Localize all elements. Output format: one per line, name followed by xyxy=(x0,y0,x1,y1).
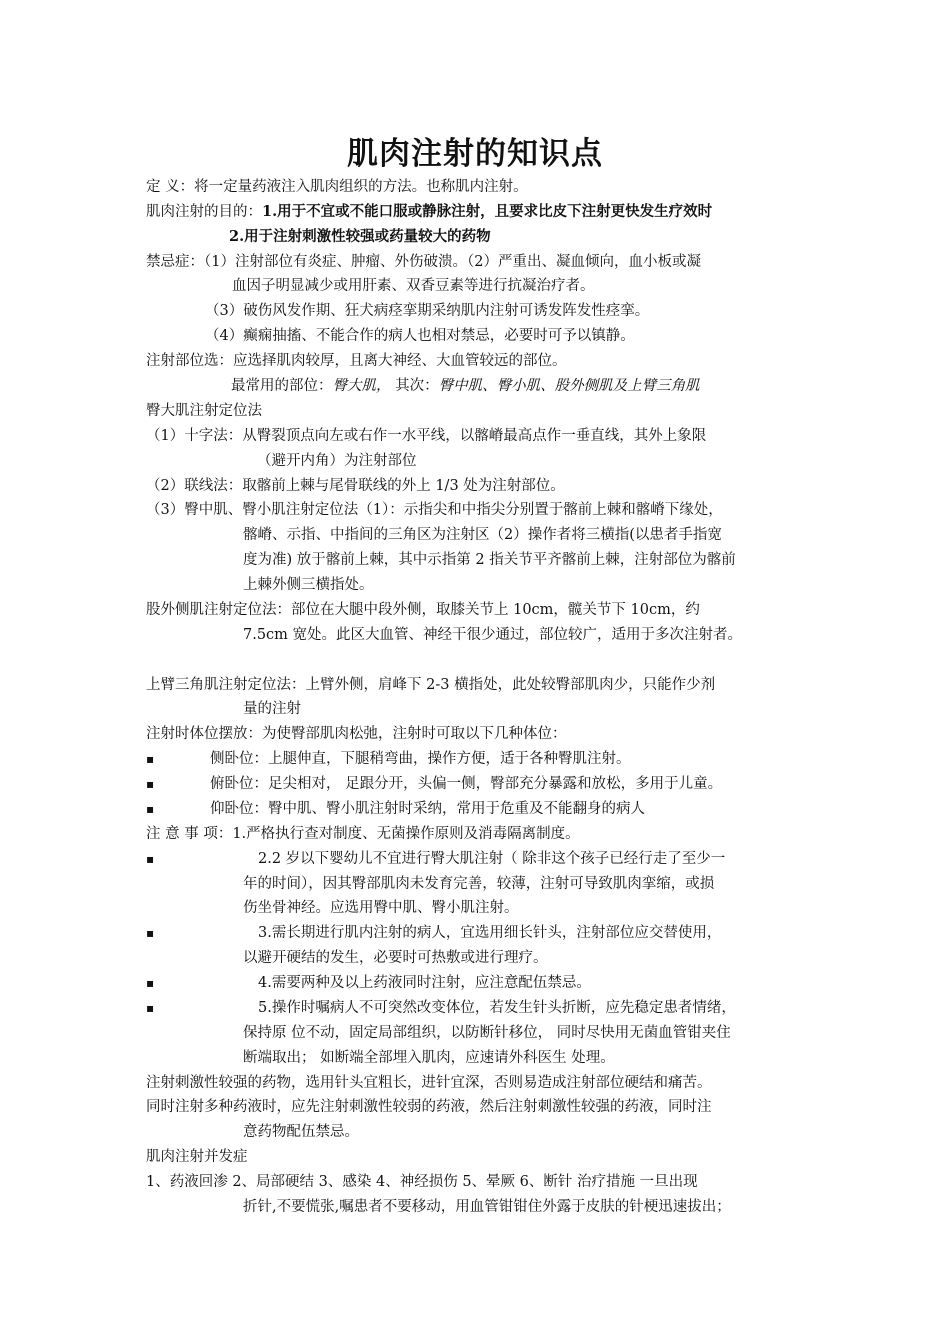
vastus-lateralis-line-2: 7.5cm 宽处。此区大血管、神经干很少通过，部位较广，适用于多次注射者。 xyxy=(243,627,743,643)
purpose-label: 肌肉注射的目的： xyxy=(146,204,262,220)
bullet-icon: ▪ xyxy=(146,926,155,940)
vastus-lateralis-line-1: 股外侧肌注射定位法：部位在大腿中段外侧，取膝关节上 10cm，髋关节下 10cm，约 xyxy=(146,602,700,618)
notes-heading: 注 意 事 项：1.严格执行查对制度、无菌操作原则及消毒隔离制度。 xyxy=(146,826,580,842)
gluteus-medius-line-2: 髂嵴、示指、中指间的三角区为注射区（2）操作者将三横指(以患者手指宽 xyxy=(243,527,722,543)
gluteus-medius-line-1: （3）臀中肌、臀小肌注射定位法（1）：示指尖和中指尖分别置于髂前上棘和髂嵴下缘处， xyxy=(146,502,723,518)
complications-heading: 肌肉注射并发症 xyxy=(146,1149,248,1165)
contraindication-line-1: 禁忌症：（1）注射部位有炎症、肿瘤、外伤破溃。（2）严重出、凝血倾向，血小板或凝 xyxy=(146,254,701,270)
common-site-line: 最常用的部位：臀大肌， 其次：臀中肌、臀小肌、股外侧肌及上臂三角肌 xyxy=(231,378,700,394)
definition-line: 定 义：将一定量药液注入肌肉组织的方法。也称肌内注射。 xyxy=(146,179,528,195)
complications-line-1: 1、药液回渗 2、局部硬结 3、感染 4、神经损伤 5、晕厥 6、断针 治疗措施 一旦出现 xyxy=(146,1174,698,1190)
purpose-line xyxy=(146,203,712,221)
position-heading: 注射时体位摆放：为使臀部肌肉松弛，注射时可取以下几种体位： xyxy=(146,726,567,742)
note-3-line-1: 3.需长期进行肌内注射的病人，宜选用细长针头，注射部位应交替使用， xyxy=(258,925,722,941)
bullet-icon: ▪ xyxy=(146,752,155,766)
note-2-line-1: 2.2 岁以下婴幼儿不宜进行臀大肌注射（ 除非这个孩子已经行走了至少一 xyxy=(258,851,726,867)
bullet-icon: ▪ xyxy=(146,1001,155,1015)
gluteus-maximus-heading: 臀大肌注射定位法 xyxy=(146,403,262,419)
complications-line-2: 折针,不要慌张,嘱患者不要移动，用血管钳钳住外露于皮肤的针梗迅速拔出； xyxy=(243,1199,731,1215)
page-title: 肌肉注射的知识点 xyxy=(347,136,603,172)
note-2-line-3: 伤坐骨神经。应选用臀中肌、臀小肌注射。 xyxy=(243,900,519,916)
cross-method-line-2: （避开内角）为注射部位 xyxy=(257,453,417,469)
cross-method-line-1: （1）十字法：从臀裂顶点向左或右作一水平线，以髂嵴最高点作一垂直线，其外上象限 xyxy=(146,428,707,444)
position-side: 侧卧位：上腿伸直，下腿稍弯曲，操作方便，适于各种臀肌注射。 xyxy=(210,751,631,767)
contraindication-line-3: （3）破伤风发作期、狂犬病痉挛期采纳肌内注射可诱发阵发性痉挛。 xyxy=(205,303,650,319)
note-3-line-2: 以避开硬结的发生，必要时可热敷或进行理疗。 xyxy=(243,950,548,966)
contraindication-line-4: （4）癫痫抽搐、不能合作的病人也相对禁忌，必要时可予以镇静。 xyxy=(205,328,635,344)
position-prone: 俯卧位：足尖相对， 足跟分开，头偏一侧，臀部充分暴露和放松，多用于儿童。 xyxy=(210,776,723,792)
multi-drug-line-2: 意药物配伍禁忌。 xyxy=(243,1124,359,1140)
deltoid-line-1: 上臂三角肌注射定位法：上臂外侧，肩峰下 2-3 横指处，此处较臀部肌肉少，只能作少剂 xyxy=(146,677,716,693)
multi-drug-line-1: 同时注射多种药液时，应先注射刺激性较弱的药液，然后注射刺激性较强的药液，同时注 xyxy=(146,1099,712,1115)
gluteus-medius-line-3: 度为准) 放于髂前上棘，其中示指第 2 指关节平齐髂前上棘，注射部位为髂前 xyxy=(243,552,736,568)
bullet-icon: ▪ xyxy=(146,802,155,816)
note-5-line-3: 断端取出； 如断端全部埋入肌肉，应速请外科医生 处理。 xyxy=(243,1050,615,1066)
gluteus-medius-line-4: 上棘外侧三横指处。 xyxy=(243,577,374,593)
note-5-line-1: 5.操作时嘱病人不可突然改变体位，若发生针头折断，应先稳定患者情绪， xyxy=(258,1000,736,1016)
line-method-line: （2）联线法：取髂前上棘与尾骨联线的外上 1/3 处为注射部位。 xyxy=(146,478,565,494)
bullet-icon: ▪ xyxy=(146,852,155,866)
bullet-icon: ▪ xyxy=(146,976,155,990)
note-2-line-2: 年的时间），因其臀部肌肉未发育完善，较薄，注射可导致肌肉挛缩，或损 xyxy=(243,876,715,892)
position-supine: 仰卧位：臀中肌、臀小肌注射时采纳，常用于危重及不能翻身的病人 xyxy=(210,801,645,817)
strong-drug-line: 注射刺激性较强的药物，选用针头宜粗长，进针宜深，否则易造成注射部位硬结和痛苦。 xyxy=(146,1075,712,1091)
purpose-item-2: 2.用于注射刺激性较强或药量较大的药物 xyxy=(229,228,491,245)
deltoid-line-2: 量的注射 xyxy=(243,701,301,717)
injection-site-line: 注射部位选：应选择肌肉较厚，且离大神经、大血管较远的部位。 xyxy=(146,353,567,369)
contraindication-line-2: 血因子明显减少或用肝素、双香豆素等进行抗凝治疗者。 xyxy=(232,278,595,294)
bullet-icon: ▪ xyxy=(146,777,155,791)
note-4-line: 4.需要两种及以上药液同时注射，应注意配伍禁忌。 xyxy=(258,975,591,991)
purpose-item-1: 1.用于不宜或不能口服或静脉注射，且要求比皮下注射更快发生疗效时 xyxy=(262,203,713,220)
note-5-line-2: 保持原 位不动，固定局部组织，以防断针移位， 同时尽快用无菌血管钳夹住 xyxy=(243,1025,731,1041)
